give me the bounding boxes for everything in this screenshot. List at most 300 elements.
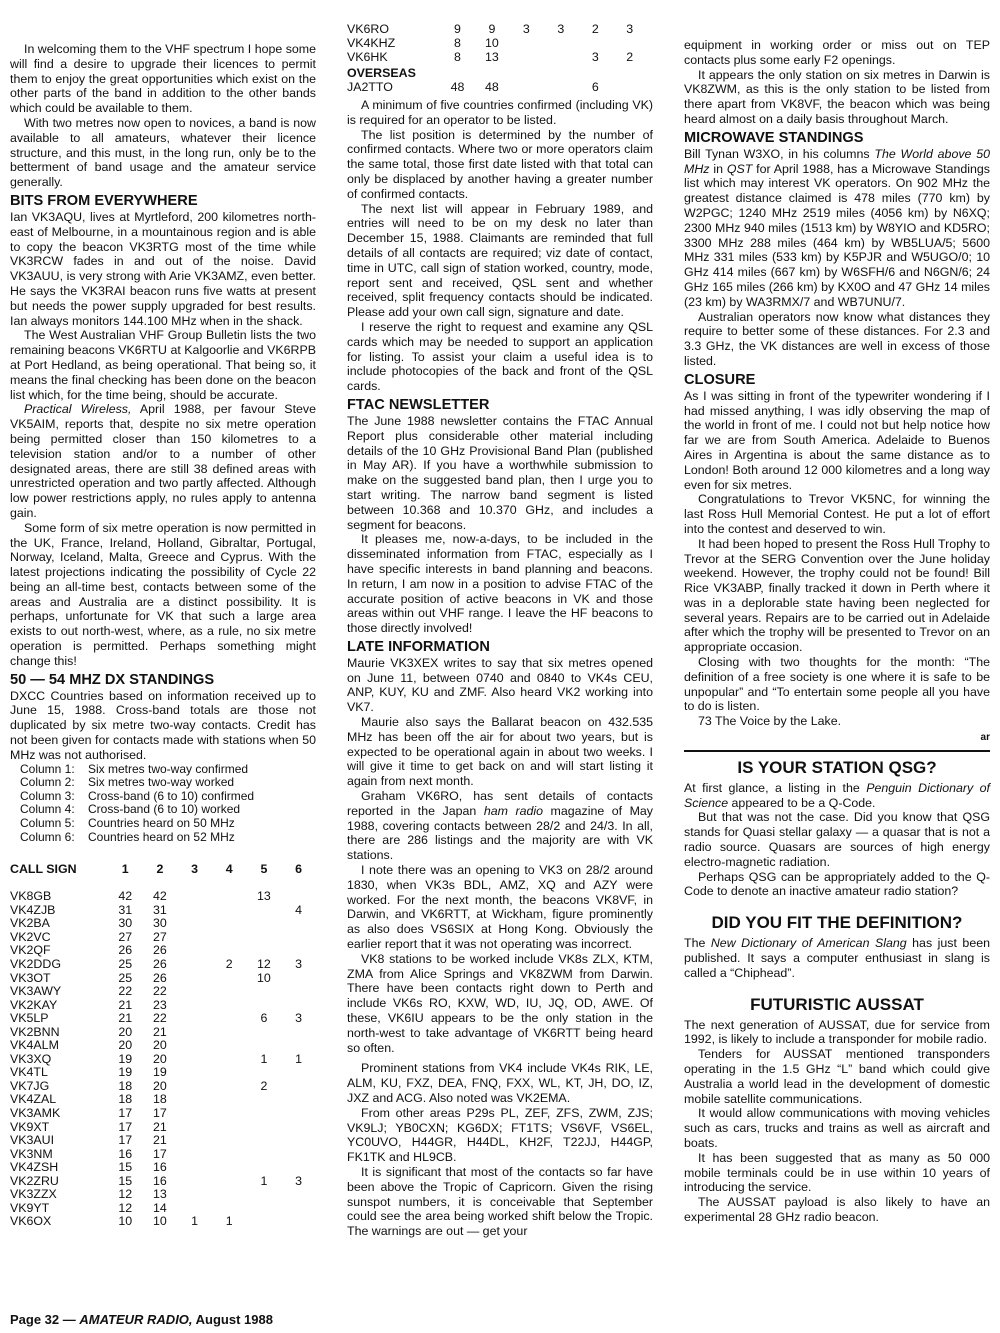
- paragraph-text: for April 1988, has a Microwave Standings list which may interest VK operators. On 902 MHz the greatest distance claimed is 478 miles (770 km) by W2PGC; 1240 MHz 2519 miles (4056 km) by N6XQ; 2300 MHz 940 miles (1513 km) by W8YIO and KD5RO; 3300 MHz 288 miles (464 km) by WB5LUA/5; 5600 MHz 331 miles (533 km) by K5PJR and W5UGO/0; 10 GHz 414 miles (667 km) by W6SFH/6 and N6GN/6; 24 GHz 165 miles (266 km) by KX0O and 47 GHz 14 miles (23 km) by WA3RMX/7 and WB7UNU/7.: [684, 161, 990, 309]
- magazine-name: AMATEUR RADIO,: [79, 1312, 193, 1327]
- table-row: [10, 1066, 316, 1080]
- count-cell: [247, 917, 282, 931]
- book-title: Penguin Dictionary of Science: [684, 780, 990, 810]
- count-cell: 17: [153, 1105, 167, 1120]
- publication-title: Practical Wireless,: [24, 402, 132, 417]
- count-cell: 30: [153, 916, 167, 931]
- table-header-cell: 6: [295, 862, 303, 877]
- count-cell: 18: [118, 1092, 133, 1107]
- count-cell: 17: [153, 1146, 167, 1161]
- footer-dash: —: [59, 1312, 80, 1327]
- paragraph: It has been suggested that as many as 50 000 mobile terminals could be in use within 10 years of introducing the service.: [684, 1150, 990, 1195]
- paragraph: Maurie VK3XEX writes to say that six metres opened on June 11, between 0740 and 0840 to VK4s CEU, ANP, KUY, KU and ZMF. Also heard VK2 working into VK7.: [347, 655, 653, 715]
- count-cell: [212, 1080, 247, 1094]
- count-cell: 6: [591, 80, 599, 94]
- count-cell: [212, 1175, 247, 1189]
- count-cell: [281, 1202, 316, 1216]
- count-cell: [281, 890, 316, 904]
- count-cell: 14: [153, 1200, 167, 1215]
- count-cell: [281, 1215, 316, 1229]
- count-cell: 3: [626, 22, 634, 36]
- table-row: [10, 972, 316, 986]
- call-sign-cell: VK4ZJB: [10, 902, 56, 917]
- paragraph: The West Australian VHF Group Bulletin lists the two remaining beacons VK6RTU at Kalgoorlie and VK6RPB at Port Hedland, as being operational. That being so, it means the final checking has been done on the beacon list which, for the time being, should be accurate.: [10, 328, 316, 402]
- count-cell: [281, 931, 316, 945]
- count-cell: [177, 958, 212, 972]
- count-cell: [281, 1134, 316, 1148]
- count-cell: 12: [118, 1200, 133, 1215]
- paragraph-text: appeared to be a Q-Code.: [728, 795, 876, 810]
- count-cell: 48: [485, 80, 499, 94]
- count-cell: 1: [191, 1214, 199, 1229]
- call-sign-cell: VK8GB: [10, 889, 52, 904]
- table-row: [10, 1039, 316, 1053]
- table-header-cell: 5: [260, 862, 268, 877]
- table-row: [10, 944, 316, 958]
- paragraph: But that was not the case. Did you know that QSG stands for Quasi stellar galaxy — a quasar that is not a radio source. Quasars are sources of high energy electro-magnetic radiation.: [684, 810, 990, 869]
- count-cell: [247, 931, 282, 945]
- count-cell: [212, 972, 247, 986]
- count-cell: [212, 1093, 247, 1107]
- count-cell: 30: [118, 916, 133, 931]
- count-cell: [212, 1134, 247, 1148]
- count-cell: 17: [118, 1133, 133, 1148]
- table-row: [10, 1012, 316, 1026]
- paragraph: Some form of six metre operation is now permitted in the UK, France, Ireland, Holland, Gibraltar, Portugal, Norway, Iceland, Malta, Greece and Cyprus. With the latest projections indicating the possibility of Cycle 22 being an all-time best, contacts between some of the areas and Australia are a distinct possibility. It is perhaps, unfortunate for VK that such a large area exists to out north-west, where, as a rule, no six metre operation is permitted. Perhaps something might change this!: [10, 520, 316, 668]
- table-row: [347, 22, 647, 36]
- count-cell: 21: [153, 1119, 167, 1134]
- paragraph: With two metres now open to novices, a band is now available to all amateurs, whatever their licence structure, and this must, in the long run, only be to the betterment of band usage and the amateur service generally.: [10, 115, 316, 190]
- count-cell: 3: [295, 1173, 303, 1188]
- count-cell: [247, 1161, 282, 1175]
- count-cell: 22: [153, 984, 167, 999]
- count-cell: 10: [118, 1214, 133, 1229]
- table-row: [10, 1175, 316, 1189]
- paragraph-text: magazine of May 1988, covering contacts between 28/2 and 24/3. In all, there are 286 listings and the majority are with VK stations.: [347, 803, 653, 863]
- legend-row: [20, 763, 316, 777]
- legend-key: Column 6:: [20, 829, 75, 844]
- count-cell: 19: [153, 1065, 167, 1080]
- count-cell: 16: [118, 1146, 133, 1161]
- count-cell: [177, 1161, 212, 1175]
- count-cell: [247, 985, 282, 999]
- count-cell: 3: [591, 50, 599, 64]
- legend-key: Column 5:: [20, 816, 75, 831]
- table-row: [10, 1215, 316, 1229]
- count-cell: [212, 1012, 247, 1026]
- dx-standings-table-continued: [347, 22, 647, 94]
- count-cell: [177, 1175, 212, 1189]
- count-cell: [212, 1202, 247, 1216]
- count-cell: 2: [626, 50, 634, 64]
- paragraph: equipment in working order or miss out on TEP contacts plus some early F2 openings.: [684, 38, 990, 67]
- heading-is-your-station-qsg: IS YOUR STATION QSG?: [737, 757, 937, 777]
- count-cell: 2: [591, 22, 599, 36]
- count-cell: [281, 985, 316, 999]
- paragraph: I reserve the right to request and examine any QSL cards which may be needed to support an application for listing. To assist your claim a useful idea is to include photocopies of the back and front of the QSL cards.: [347, 319, 653, 394]
- count-cell: 21: [153, 1133, 167, 1148]
- count-cell: 18: [118, 1078, 133, 1093]
- legend-row: [20, 831, 316, 845]
- count-cell: [212, 1148, 247, 1162]
- count-cell: [177, 1148, 212, 1162]
- paragraph: I note there was an opening to VK3 on 28/2 around 1830, when VK3s BDL, AMZ, XQ and AZY were worked. For the next month, the beacons VK8VF, in Darwin, and VK6RTT, at Wickham, figure prominently as also does VS6SIX at Hong Kong. Obviously the earlier report that it was not operating was incorrect.: [347, 863, 653, 952]
- paragraph-text: in: [709, 161, 727, 176]
- count-cell: 4: [295, 902, 303, 917]
- overseas-row: [347, 64, 647, 80]
- count-cell: [281, 972, 316, 986]
- count-cell: [177, 1053, 212, 1067]
- call-sign-cell: VK3XQ: [10, 1051, 52, 1066]
- count-cell: 21: [118, 997, 133, 1012]
- paragraph: It pleases me, now-a-days, to be included in the disseminated information from FTAC, especially as I have specific interests in band planning and beacons. In return, I am now in a position to advise FTAC of the accurate position of active beacons in VK and those areas within out VHF range. I leave the HF beacons to those directly involved!: [347, 532, 653, 636]
- count-cell: [177, 1093, 212, 1107]
- paragraph-text: Bill Tynan W3XO, in his columns: [684, 146, 875, 161]
- count-cell: 10: [257, 970, 271, 985]
- legend-key: Column 3:: [20, 788, 75, 803]
- count-cell: [281, 1093, 316, 1107]
- legend-key: Column 1:: [20, 761, 75, 776]
- table-header-cell: 1: [121, 862, 129, 877]
- count-cell: [212, 944, 247, 958]
- count-cell: [212, 999, 247, 1013]
- legend-value: Cross-band (6 to 10) worked: [88, 802, 241, 817]
- count-cell: 9: [454, 22, 461, 36]
- count-cell: [544, 50, 578, 64]
- legend-row: [20, 817, 316, 831]
- table-row: [10, 1093, 316, 1107]
- count-cell: [177, 890, 212, 904]
- legend-key: Column 4:: [20, 802, 75, 817]
- count-cell: [281, 1121, 316, 1135]
- count-cell: [247, 1215, 282, 1229]
- paragraph: [10, 402, 316, 520]
- count-cell: [177, 1080, 212, 1094]
- legend-value: Six metres two-way worked: [88, 775, 235, 790]
- count-cell: [281, 1148, 316, 1162]
- count-cell: 26: [118, 943, 133, 958]
- count-cell: [247, 944, 282, 958]
- count-cell: 20: [153, 1078, 167, 1093]
- page-footer: [10, 1312, 273, 1327]
- call-sign-cell: VK4ALM: [10, 1038, 59, 1053]
- call-sign-cell: VK3NM: [10, 1146, 53, 1161]
- heading-late-information: LATE INFORMATION: [347, 638, 490, 655]
- paragraph: Prominent stations from VK4 include VK4s RIK, LE, ALM, KU, FXZ, DEA, FNQ, FXX, WL, KT, JH, DO, IZ, JXZ and ACG. Also noted was VK2EMA.: [347, 1061, 653, 1105]
- paragraph: Ian VK3AQU, lives at Myrtleford, 200 kilometres north-east of Melbourne, in a mountainous region and is able to copy the beacon VK3RTG most of the time while VK3RCW fades in and out of the noise. David VK3AUU, is very strong with Arie VK3AMZ, even better. He says the VK3RAI beacon runs five watts at present but needs the power supply upgraded for best results. Ian always monitors 144.100 MHz when in the shack.: [10, 209, 316, 328]
- count-cell: 19: [118, 1051, 133, 1066]
- table-row: [10, 1134, 316, 1148]
- count-cell: 21: [153, 1024, 167, 1039]
- call-sign-cell: VK2VC: [10, 929, 51, 944]
- count-cell: [177, 1039, 212, 1053]
- table-header-cell: 2: [156, 862, 164, 877]
- book-title: New Dictionary of American Slang: [710, 936, 907, 951]
- count-cell: [281, 1107, 316, 1121]
- paragraph: The next list will appear in February 1989, and entries will need to be on my desk no later than December 15, 1988. Claimants are reminded that full details of all contacts are required; viz date of contact, time in UTC, call sign of station worked, country, mode, report sent and received, QSL sent and whether received, split frequency contacts should be indicated. Please add your own call sign, signature and date.: [347, 201, 653, 320]
- count-cell: 17: [118, 1105, 133, 1120]
- count-cell: [212, 904, 247, 918]
- count-cell: [212, 1053, 247, 1067]
- count-cell: 20: [153, 1051, 167, 1066]
- call-sign-cell: VK4TL: [10, 1065, 48, 1080]
- count-cell: 42: [118, 889, 133, 904]
- table-row: [347, 50, 647, 64]
- call-sign-cell: VK6OX: [10, 1214, 52, 1229]
- table-header-cell: 3: [191, 862, 199, 877]
- count-cell: [177, 944, 212, 958]
- count-cell: 8: [454, 50, 461, 64]
- table-row: [10, 904, 316, 918]
- heading-bits-from-everywhere: BITS FROM EVERYWHERE: [10, 192, 198, 209]
- paragraph: Congratulations to Trevor VK5NC, for winning the last Ross Hull Memorial Contest. He put a lot of effort into the contest and deserved to win.: [684, 492, 990, 536]
- count-cell: 15: [118, 1160, 133, 1175]
- column-legend: [20, 763, 316, 845]
- paragraph: Australian operators now know what distances they require to better some of these distances. For 2.3 and 3.3 GHz, the VK distances are well in excess of those listed.: [684, 309, 990, 368]
- paragraph-text: Graham VK6RO, has sent details of contacts reported in the Japan: [347, 789, 653, 818]
- count-cell: [544, 80, 578, 94]
- count-cell: [177, 1012, 212, 1026]
- count-cell: [177, 972, 212, 986]
- paragraph: It would allow communications with moving vehicles such as cars, trucks and trains as well as aircraft and boats.: [684, 1106, 990, 1150]
- count-cell: [247, 1039, 282, 1053]
- table-row: [10, 1161, 316, 1175]
- count-cell: [247, 1066, 282, 1080]
- call-sign-cell: VK2QF: [10, 943, 51, 958]
- table-row: [10, 890, 316, 904]
- legend-row: [20, 776, 316, 790]
- call-sign-cell: VK9YT: [10, 1200, 50, 1215]
- call-sign-cell: VK7JG: [10, 1078, 50, 1093]
- count-cell: [247, 1188, 282, 1202]
- call-sign-cell: VK9XT: [10, 1119, 50, 1134]
- count-cell: [247, 1134, 282, 1148]
- count-cell: 13: [485, 50, 499, 64]
- heading-futuristic-aussat: FUTURISTIC AUSSAT: [750, 994, 924, 1014]
- count-cell: 26: [153, 956, 167, 971]
- count-cell: [613, 80, 648, 94]
- count-cell: 3: [557, 22, 565, 36]
- heading-did-you-fit-the-definition: DID YOU FIT THE DEFINITION?: [711, 913, 963, 933]
- count-cell: [212, 1188, 247, 1202]
- count-cell: 8: [454, 36, 461, 50]
- paragraph: [684, 147, 990, 310]
- count-cell: [177, 931, 212, 945]
- column-2: [347, 22, 653, 1239]
- count-cell: 12: [118, 1187, 133, 1202]
- dx-standings-table: [10, 860, 316, 1229]
- call-sign-cell: VK4ZSH: [10, 1160, 59, 1175]
- count-cell: [212, 917, 247, 931]
- paragraph: It is significant that most of the contacts so far have been above the Tropic of Capricorn. Given the rising sunspot numbers, it is conceivable that September could see the area being worked shift below the Tropic. The warnings are out — get your: [347, 1164, 653, 1239]
- count-cell: 3: [295, 956, 303, 971]
- count-cell: [281, 999, 316, 1013]
- call-sign-cell: VK3OT: [10, 970, 51, 985]
- count-cell: [281, 917, 316, 931]
- paragraph-text: has just been published. It says a computer enthusiast in slang is called a “Chiphead”.: [684, 936, 990, 980]
- count-cell: [544, 36, 578, 50]
- call-sign-cell: VK3AMK: [10, 1105, 61, 1120]
- call-sign-cell: VK4ZAL: [10, 1092, 57, 1107]
- table-row: [10, 999, 316, 1013]
- count-cell: 13: [257, 889, 271, 904]
- count-cell: [177, 999, 212, 1013]
- count-cell: [509, 50, 543, 64]
- count-cell: 42: [153, 889, 167, 904]
- count-cell: [281, 1066, 316, 1080]
- section-divider: [684, 750, 990, 752]
- count-cell: [247, 1121, 282, 1135]
- call-sign-cell: VK2KAY: [10, 997, 58, 1012]
- count-cell: [212, 985, 247, 999]
- count-cell: 12: [257, 956, 271, 971]
- column-title: The World above 50 MHz: [684, 146, 991, 176]
- count-cell: [281, 1161, 316, 1175]
- paragraph: [347, 789, 653, 863]
- table-row: [10, 1053, 316, 1067]
- count-cell: [247, 1107, 282, 1121]
- call-sign-cell: VK3ZZX: [10, 1187, 57, 1202]
- count-cell: [177, 1066, 212, 1080]
- count-cell: 16: [153, 1160, 167, 1175]
- count-cell: 1: [295, 1051, 303, 1066]
- legend-value: Cross-band (6 to 10) confirmed: [88, 788, 255, 803]
- count-cell: 27: [153, 929, 167, 944]
- count-cell: 26: [153, 943, 167, 958]
- paragraph: VK8 stations to be worked include VK8s ZLX, KTM, ZMA from Alice Springs and VK8ZWM from Darwin. There have been contacts right down to Perth and include VK6s RO, KXW, WD, IU, JQ, OD, AWE. Of these, VK6IU appears to be the only station in the north-west to take advantage of VK6RTT being heard so often.: [347, 951, 653, 1055]
- paragraph: 73 The Voice by the Lake.: [698, 714, 842, 729]
- magazine-title: QST: [726, 161, 753, 176]
- count-cell: 2: [260, 1078, 268, 1093]
- count-cell: [177, 1121, 212, 1135]
- heading-dx-standings: 50 — 54 MHZ DX STANDINGS: [10, 671, 215, 688]
- table-row: [347, 36, 647, 50]
- table-header-row: [10, 860, 316, 880]
- call-sign-cell: VK3AWY: [10, 984, 62, 999]
- table-header-cell: 4: [225, 862, 233, 877]
- paragraph: As I was sitting in front of the typewriter wondering if I had missed anything, I was idly observing the map of the world in front of me. I could not but help notice how far we are from South America. Adelaide to Buenos Aires in Argentina is about the same distance as to London! Both around 12 000 kilometres and a long way even for six metres.: [684, 388, 990, 492]
- count-cell: 25: [118, 956, 133, 971]
- table-row: [10, 985, 316, 999]
- count-cell: [212, 1161, 247, 1175]
- count-cell: [177, 1188, 212, 1202]
- table-row: [10, 917, 316, 931]
- heading-ftac-newsletter: FTAC NEWSLETTER: [347, 396, 490, 413]
- count-cell: [247, 999, 282, 1013]
- issue-date: August 1988: [192, 1312, 273, 1327]
- count-cell: [281, 1039, 316, 1053]
- count-cell: 48: [450, 80, 465, 94]
- count-cell: 15: [118, 1173, 133, 1188]
- table-row: [347, 80, 647, 94]
- column-1: [10, 42, 316, 1229]
- call-sign-cell: VK2DDG: [10, 956, 61, 971]
- heading-microwave-standings: MICROWAVE STANDINGS: [684, 129, 864, 146]
- count-cell: 10: [153, 1214, 167, 1229]
- paragraph: [684, 936, 990, 980]
- paragraph: Closing with two thoughts for the month: “The definition of a free society is one where it is safe to be unpopular” and “To entertain some people all you have to do is listen.: [684, 655, 990, 714]
- paragraph: Perhaps QSG can be appropriately added to the Q-Code to denote an inactive amateur radio station?: [684, 869, 990, 899]
- paragraph: Maurie also says the Ballarat beacon on 432.535 MHz has been off the air for about two years, but is expected to be operational again in about two weeks. I will give it time to get back on and will start listing it again from next month.: [347, 715, 653, 789]
- table-row: [10, 1080, 316, 1094]
- count-cell: [212, 931, 247, 945]
- count-cell: 1: [225, 1214, 233, 1229]
- table-row: [10, 1121, 316, 1135]
- count-cell: 16: [153, 1173, 167, 1188]
- count-cell: [247, 904, 282, 918]
- call-sign-cell: VK4KHZ: [347, 36, 396, 50]
- legend-value: Six metres two-way confirmed: [88, 761, 249, 776]
- legend-value: Countries heard on 50 MHz: [88, 816, 235, 831]
- count-cell: 9: [488, 22, 496, 36]
- paragraph-text: April 1988, per favour Steve VK5AIM, reports that, despite no six metre operation being permitted closer than 150 kilometres to a television station and/or to a number of other designated areas, there are still 38 defined areas with unrestricted operation and two partly affected. Although low power restrictions apply, no rules apply to antenna gain.: [10, 402, 316, 520]
- paragraph: A minimum of five countries confirmed (including VK) is required for an operator to be listed.: [347, 98, 653, 127]
- count-cell: [578, 36, 612, 50]
- count-cell: [177, 904, 212, 918]
- count-cell: [212, 1121, 247, 1135]
- magazine-title: ham radio: [483, 803, 543, 818]
- paragraph: It appears the only station on six metres in Darwin is VK8ZWM, as this is the only station to be listed from there apart from VK8VF, the beacon which was being heard almost on a daily basis throughout March.: [684, 67, 990, 126]
- count-cell: [212, 1066, 247, 1080]
- count-cell: [212, 890, 247, 904]
- paragraph: It had been hoped to present the Ross Hull Trophy to Trevor at the SERG Convention over the June holiday weekend. However, the trophy could not be found! Bill Rice VK3ABP, finally tracked it down in Perth where it was in a deplorable state having been neglected for several years. Repairs are to be carried out in Adelaide after which the trophy will be presented to Trevor on an appropriate occasion.: [684, 536, 990, 655]
- call-sign-cell: JA2TTO: [347, 80, 393, 94]
- count-cell: 23: [153, 997, 167, 1012]
- count-cell: 17: [118, 1119, 133, 1134]
- count-cell: 20: [153, 1038, 167, 1053]
- legend-row: [20, 790, 316, 804]
- count-cell: [247, 1202, 282, 1216]
- count-cell: [247, 1026, 282, 1040]
- table-row: [10, 958, 316, 972]
- call-sign-cell: VK5LP: [10, 1011, 49, 1026]
- paragraph: DXCC Countries based on information received up to June 15, 1988. Cross-band totals are those not duplicated by six metre two-way contacts. Credit has not been given for contacts made with stations when 50 MHz was not authorised.: [10, 688, 316, 762]
- table-row: [10, 1148, 316, 1162]
- paragraph: In welcoming them to the VHF spectrum I hope some will find a desire to upgrade their licences to permit them to enjoy the great opportunities which exist on the other parts of the band in addition to the other bands which could be available to them.: [10, 42, 316, 116]
- count-cell: 1: [260, 1051, 268, 1066]
- paragraph: Tenders for AUSSAT mentioned transponders operating in the 1.5 GHz “L” band which could give Australia a world lead in the development of domestic mobile satellite communications.: [684, 1047, 990, 1106]
- count-cell: 27: [118, 929, 133, 944]
- count-cell: 2: [225, 956, 233, 971]
- count-cell: 25: [118, 970, 133, 985]
- count-cell: 26: [153, 970, 167, 985]
- end-mark: ar: [980, 732, 990, 744]
- call-sign-cell: VK6RO: [347, 22, 390, 36]
- call-sign-cell: VK2BA: [10, 916, 50, 931]
- count-cell: 1: [260, 1173, 268, 1188]
- count-cell: [212, 1107, 247, 1121]
- table-header-cell: CALL SIGN: [10, 862, 77, 877]
- count-cell: 22: [118, 984, 133, 999]
- count-cell: [247, 1093, 282, 1107]
- overseas-label: OVERSEAS: [347, 66, 416, 80]
- column-3: [684, 38, 991, 1225]
- count-cell: [177, 985, 212, 999]
- count-cell: [177, 917, 212, 931]
- count-cell: 19: [118, 1065, 133, 1080]
- paragraph: The June 1988 newsletter contains the FTAC Annual Report plus considerable other material including details of the 10 GHz Provisional Band Plan (published in May AR). If you have a worthwhile submission to make on the suggested band plan, then I urge you to start writing. The narrow band segment is listed between 10.368 and 10.370 GHz, and includes a segment for beacons.: [347, 413, 653, 532]
- table-row: [10, 1202, 316, 1216]
- count-cell: [281, 944, 316, 958]
- table-row: [10, 931, 316, 945]
- count-cell: [177, 1026, 212, 1040]
- legend-row: [20, 803, 316, 817]
- count-cell: [281, 1026, 316, 1040]
- paragraph: The AUSSAT payload is also likely to have an experimental 28 GHz radio beacon.: [684, 1195, 990, 1224]
- paragraph: The next generation of AUSSAT, due for service from 1992, is likely to include a transponder for mobile radio.: [684, 1017, 990, 1047]
- count-cell: [177, 1202, 212, 1216]
- heading-closure: CLOSURE: [684, 371, 756, 388]
